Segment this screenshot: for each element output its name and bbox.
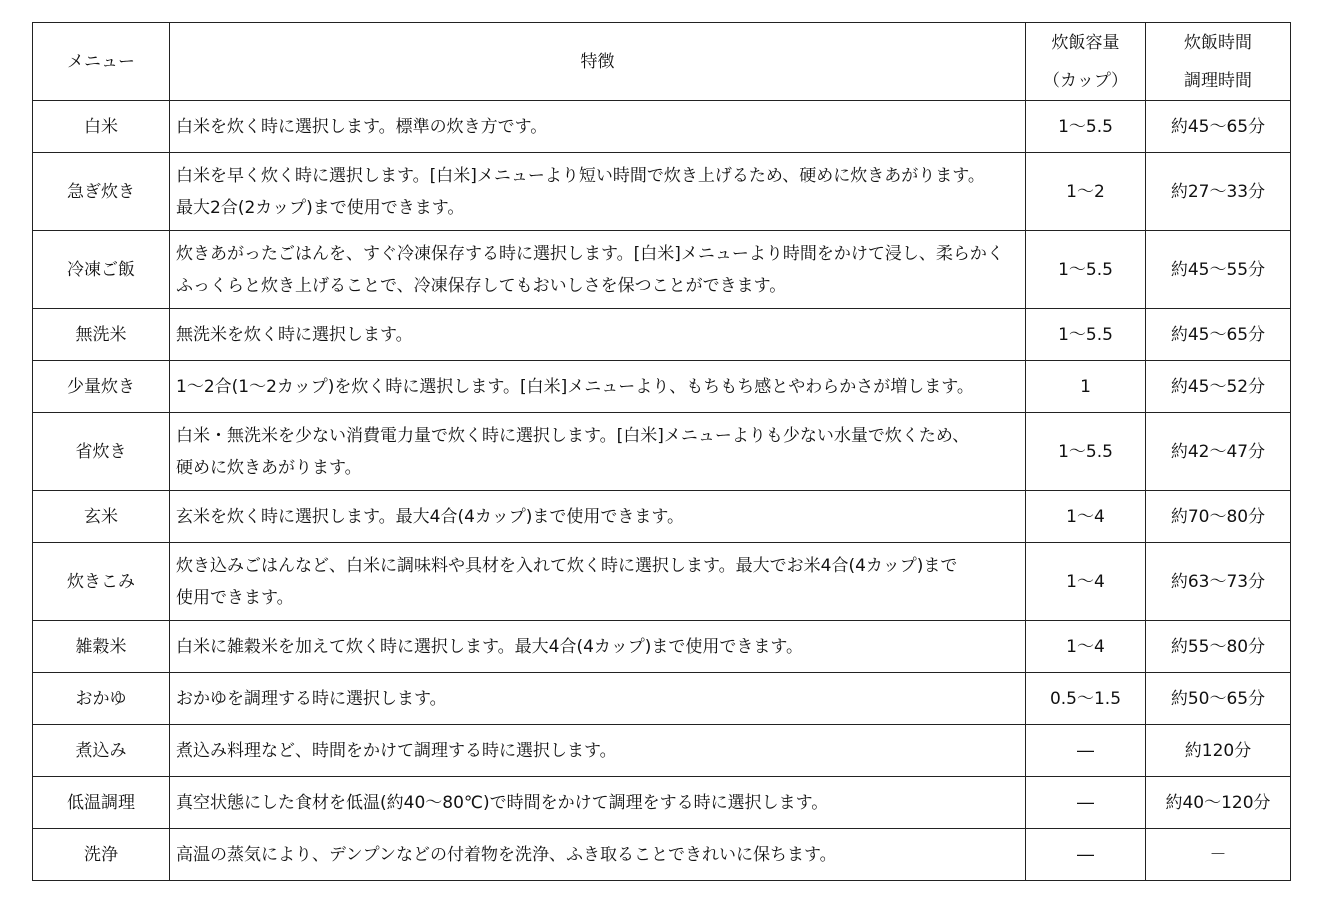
feature-cell — [170, 413, 1026, 491]
feature-cell — [170, 673, 1026, 725]
capacity-cell: 1～4 — [1026, 621, 1146, 673]
feature-line: 玄米を炊く時に選択します。最大4合(4カップ)まで使用できます。 — [176, 506, 685, 527]
feature-cell — [170, 725, 1026, 777]
menu-cell: 玄米 — [33, 491, 170, 543]
header-capacity-line2: （カップ） — [1043, 70, 1128, 91]
table-row — [33, 621, 1291, 673]
capacity-cell: ― — [1026, 829, 1146, 881]
table-row — [33, 543, 1291, 621]
menu-cell: 無洗米 — [33, 309, 170, 361]
feature-cell — [170, 101, 1026, 153]
time-cell: 約45～65分 — [1146, 309, 1291, 361]
time-cell: 約50～65分 — [1146, 673, 1291, 725]
feature-line: 真空状態にした食材を低温(約40～80℃)で時間をかけて調理をする時に選択します。 — [176, 792, 829, 813]
feature-line: 白米を早く炊く時に選択します。[白米]メニューより短い時間で炊き上げるため、硬めに炊きあがります。 — [176, 165, 985, 186]
table-row — [33, 673, 1291, 725]
feature-line: 煮込み料理など、時間をかけて調理する時に選択します。 — [176, 740, 617, 761]
table-row — [33, 231, 1291, 309]
capacity-cell: ― — [1026, 725, 1146, 777]
table-row — [33, 777, 1291, 829]
capacity-cell: 1～5.5 — [1026, 101, 1146, 153]
menu-cell: 煮込み — [33, 725, 170, 777]
menu-cell: 白米 — [33, 101, 170, 153]
time-cell: － — [1146, 829, 1291, 881]
capacity-cell: 1～5.5 — [1026, 231, 1146, 309]
header-feature: 特徴 — [170, 23, 1026, 101]
header-time-line2: 調理時間 — [1184, 70, 1252, 91]
header-menu: メニュー — [33, 23, 170, 101]
capacity-cell: 1～4 — [1026, 543, 1146, 621]
header-row — [33, 23, 1291, 101]
time-cell: 約45～55分 — [1146, 231, 1291, 309]
capacity-cell: 1 — [1026, 361, 1146, 413]
feature-line: おかゆを調理する時に選択します。 — [176, 688, 447, 709]
feature-line: 白米を炊く時に選択します。標準の炊き方です。 — [176, 116, 548, 137]
feature-line: 高温の蒸気により、デンプンなどの付着物を洗浄、ふき取ることできれいに保ちます。 — [176, 844, 837, 865]
feature-cell — [170, 153, 1026, 231]
time-cell: 約55～80分 — [1146, 621, 1291, 673]
header-capacity — [1026, 23, 1146, 101]
menu-cell: 雑穀米 — [33, 621, 170, 673]
header-time-line1: 炊飯時間 — [1184, 32, 1252, 53]
table-row — [33, 361, 1291, 413]
time-cell: 約120分 — [1146, 725, 1291, 777]
time-cell: 約45～65分 — [1146, 101, 1291, 153]
menu-cell: 少量炊き — [33, 361, 170, 413]
menu-cell: 省炊き — [33, 413, 170, 491]
menu-cell: おかゆ — [33, 673, 170, 725]
feature-cell — [170, 543, 1026, 621]
feature-cell — [170, 829, 1026, 881]
header-time — [1146, 23, 1291, 101]
menu-cell: 低温調理 — [33, 777, 170, 829]
capacity-cell: 0.5～1.5 — [1026, 673, 1146, 725]
time-cell: 約42～47分 — [1146, 413, 1291, 491]
feature-line: 炊き込みごはんなど、白米に調味料や具材を入れて炊く時に選択します。最大でお米4合(4カップ)まで — [176, 555, 958, 576]
feature-line: 炊きあがったごはんを、すぐ冷凍保存する時に選択します。[白米]メニューより時間をかけて浸し、柔らかく — [176, 243, 1004, 264]
menu-cell: 急ぎ炊き — [33, 153, 170, 231]
time-cell: 約45～52分 — [1146, 361, 1291, 413]
feature-line: 白米・無洗米を少ない消費電力量で炊く時に選択します。[白米]メニューよりも少ない水量で炊くため、 — [176, 425, 970, 446]
feature-cell — [170, 361, 1026, 413]
feature-line: 最大2合(2カップ)まで使用できます。 — [176, 197, 465, 218]
menu-cell: 洗浄 — [33, 829, 170, 881]
table-row — [33, 309, 1291, 361]
feature-line: 白米に雑穀米を加えて炊く時に選択します。最大4合(4カップ)まで使用できます。 — [176, 636, 804, 657]
time-cell: 約27～33分 — [1146, 153, 1291, 231]
header-capacity-line1: 炊飯容量 — [1051, 32, 1120, 53]
feature-line: 使用できます。 — [176, 587, 294, 608]
feature-cell — [170, 777, 1026, 829]
table-row — [33, 491, 1291, 543]
table-row — [33, 153, 1291, 231]
capacity-cell: 1～5.5 — [1026, 413, 1146, 491]
time-cell: 約63～73分 — [1146, 543, 1291, 621]
menu-cell: 冷凍ご飯 — [33, 231, 170, 309]
capacity-cell: 1～2 — [1026, 153, 1146, 231]
capacity-cell: ― — [1026, 777, 1146, 829]
feature-line: 硬めに炊きあがります。 — [176, 457, 362, 478]
feature-cell — [170, 621, 1026, 673]
menu-cell: 炊きこみ — [33, 543, 170, 621]
time-cell: 約40～120分 — [1146, 777, 1291, 829]
feature-line: 1～2合(1～2カップ)を炊く時に選択します。[白米]メニューより、もちもち感とやわらかさが増します。 — [176, 376, 974, 397]
capacity-cell: 1～4 — [1026, 491, 1146, 543]
capacity-cell: 1～5.5 — [1026, 309, 1146, 361]
feature-line: ふっくらと炊き上げることで、冷凍保存してもおいしさを保つことができます。 — [176, 275, 787, 296]
feature-line: 無洗米を炊く時に選択します。 — [176, 324, 413, 345]
table-row — [33, 101, 1291, 153]
time-cell: 約70～80分 — [1146, 491, 1291, 543]
table-row — [33, 829, 1291, 881]
table-row — [33, 413, 1291, 491]
menu-table — [32, 22, 1291, 881]
feature-cell — [170, 309, 1026, 361]
feature-cell — [170, 491, 1026, 543]
feature-cell — [170, 231, 1026, 309]
table-row — [33, 725, 1291, 777]
